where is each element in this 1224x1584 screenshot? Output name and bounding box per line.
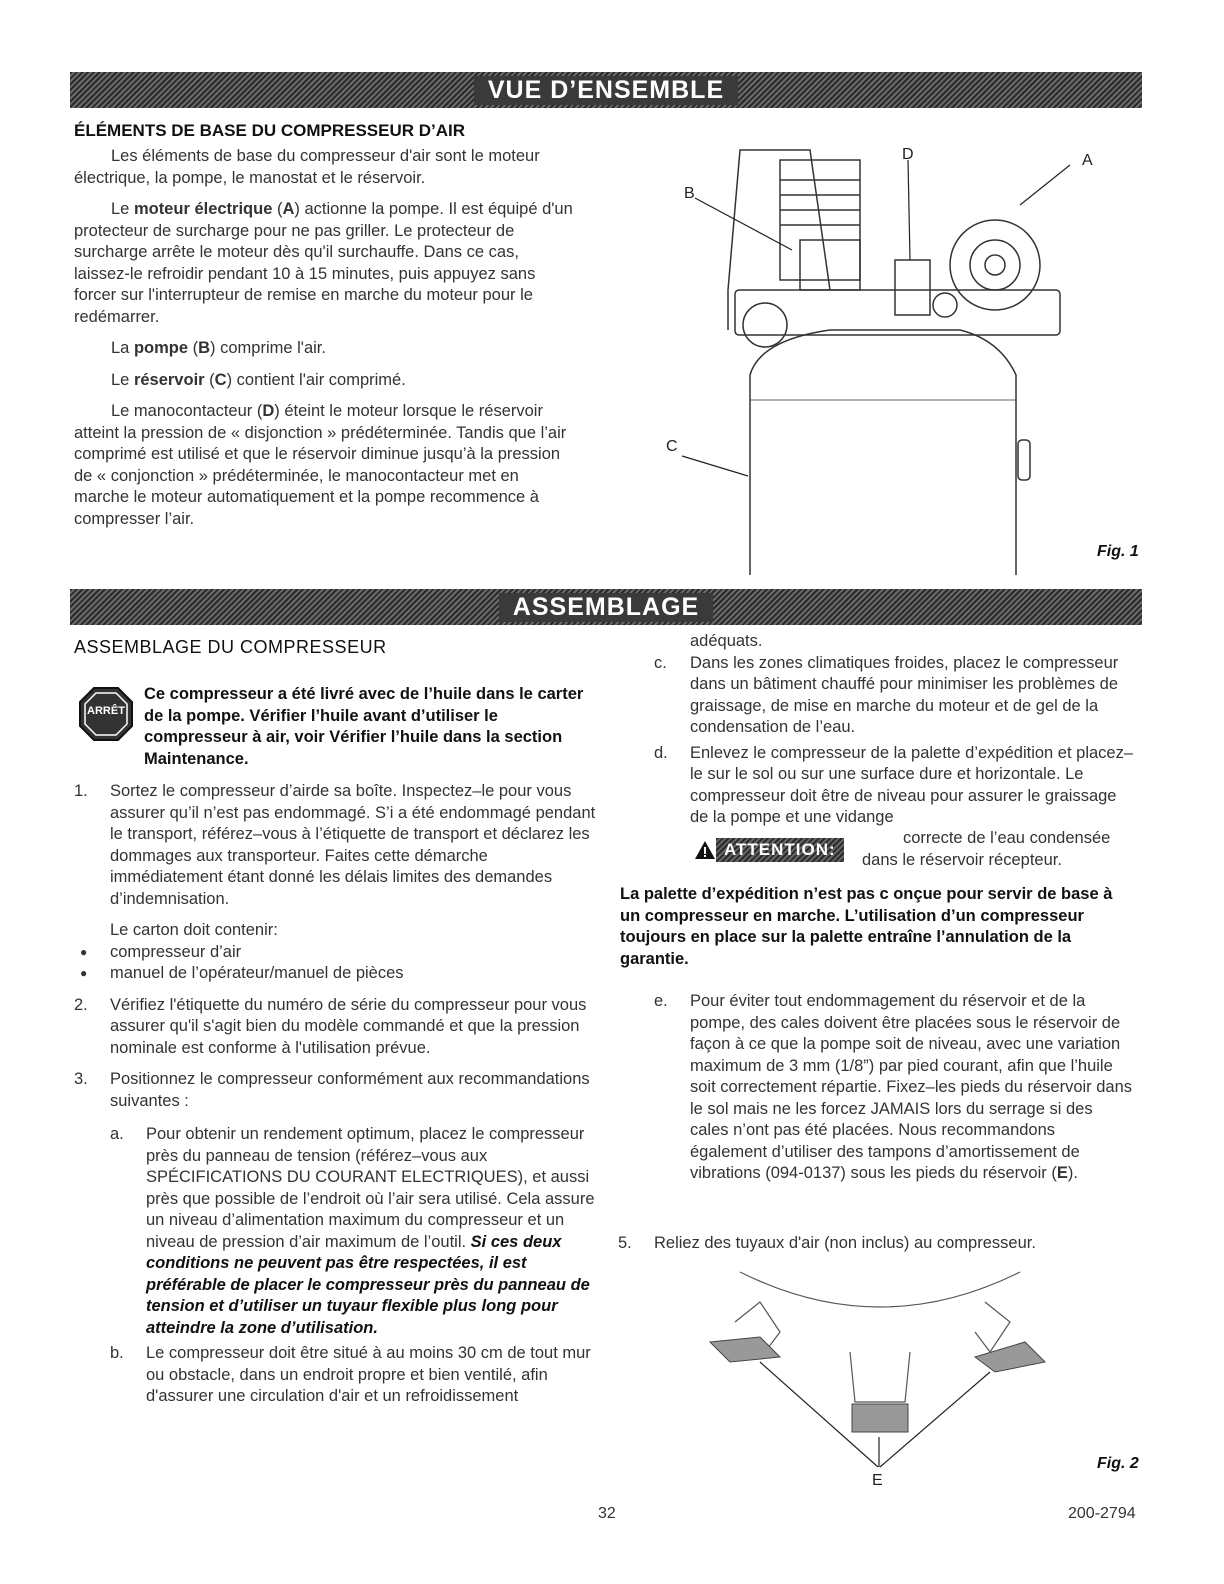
assembly-steps-right-2	[654, 991, 1134, 1189]
carton-item-compressor: ● compresseur d’air	[74, 942, 596, 964]
assembly-banner	[70, 589, 1142, 625]
assembly-title: ASSEMBLAGE DU COMPRESSEUR	[74, 637, 387, 657]
attention-badge	[694, 838, 844, 862]
overview-p3: La pompe (B) comprime l'air.	[111, 339, 326, 357]
pad-center	[852, 1404, 908, 1432]
pad-left	[710, 1337, 780, 1362]
assembly-steps-left	[74, 781, 596, 1412]
fig1-label: Fig. 1	[1097, 543, 1139, 560]
overview-text	[74, 146, 574, 540]
attention-label: ATTENTION:	[716, 838, 844, 862]
pressure-switch	[895, 260, 930, 315]
gauge	[933, 293, 957, 317]
compressor-illustration	[640, 140, 1120, 580]
step-1: 1. Sortez le compresseur d’airde sa boîte. Inspectez–le pour vous assurer qu’il n’est pas endommagé. S’i a été endommagé pendant le transport, référez–vous à l’étiquette de transport et déclarez les dommages aux transporteur. Faites cette démarche immédiatement étant donné les délais limites des demandes d’indemnisation.	[74, 782, 596, 908]
attention-text: La palette d’expédition n’est pas c onçue pour servir de base à un compresseur en marche. L’utilisation d’un compresseur toujours en place sur la palette entraîne l’annulation de la garantie.	[620, 885, 1113, 968]
step-3d-continued-2: dans le réservoir récepteur.	[862, 851, 1062, 869]
overview-p1: Les éléments de base du compresseur d'air sont le moteur électrique, la pompe, le manostat et le réservoir.	[74, 147, 540, 187]
motor	[950, 220, 1040, 310]
step-3e: e. Pour éviter tout endommagement du réservoir et de la pompe, des cales doivent être placées sous le réservoir de façon à ce que la pompe soit de niveau, avec une variation maximum de 3 mm (1/8”) par pied courant, afin que l’huile soit correctement répartie. Fixez–les pieds du réservoir dans le sol mais ne les forcez JAMAIS lors du serrage si des cales n’ont pas été placées. Nous recommandons également d’utiliser des tampons d’amortissement de vibrations (094-0137) sous les pieds du réservoir (E).	[654, 992, 1133, 1182]
step-3a: a. Pour obtenir un rendement optimum, placez le compresseur près du panneau de tension (référez–vous aux SPÉCIFICATIONS DU COURANT ELECTRIQUES), et aussi près que possible de l’endroit où l’air sera utilisé. Cela assure un niveau d’alimentation maximum du compresseur et un niveau de pression d’air maximum de l’outil. Si ces deux conditions ne peuvent pas être respectées, il est préférable de placer le compresseur près du panneau de tension et d’utiliser un tuyaur flexible plus long pour atteindre la zone d’utilisation.	[110, 1125, 595, 1337]
page-number: 32	[598, 1505, 616, 1522]
overview-p5: Le manocontacteur (D) éteint le moteur lorsque le réservoir atteint la pression de « disjonction » prédéterminée. Tandis que l’air comprimé est utilisé et que le réservoir diminue jusqu’à la pression de « conjonction » prédéterminée, le manocontacteur met en marche le moteur automatiquement et la pompe recommence à compresser l’air.	[74, 402, 567, 528]
step-5: 5. Reliez des tuyaux d'air (non inclus) au compresseur.	[618, 1234, 1036, 1252]
step-3d: d. Enlevez le compresseur de la palette d’expédition et placez–le sur le sol ou sur une surface dure et horizontale. Le compresseur doit être de niveau pour assurer le graissage de la pompe et une vidange	[654, 743, 1134, 826]
carton-item-manual: ● manuel de l’opérateur/manuel de pièces	[74, 963, 596, 985]
fig2-label: Fig. 2	[1097, 1455, 1139, 1472]
stop-warning-text: Ce compresseur a été livré avec de l’huile dans le carter de la pompe. Vérifier l’huile avant d’utiliser le compresseur à air, voir Vérifier l’huile dans la section Maintenance.	[144, 685, 584, 768]
carton-contents-label: Le carton doit contenir:	[110, 921, 278, 939]
callout-d: D	[902, 146, 914, 163]
tank-feet-illustration	[690, 1262, 1070, 1492]
overview-p2: Le moteur électrique (A) actionne la pompe. Il est équipé d'un protecteur de surcharge pour ne pas griller. Le protecteur de surcharge arrête le moteur dès qu'il surchauffe. Dans ce cas, laissez-le refroidir pendant 10 à 15 minutes, puis appuyez sans forcer sur l'interrupteur de remise en marche du moteur pour le redémarrer.	[74, 200, 573, 326]
tank-bottom	[740, 1272, 1020, 1307]
warning-triangle-icon	[694, 840, 716, 860]
step-2: 2. Vérifiez l'étiquette du numéro de série du compresseur pour vous assurer qu'il s'agit bien du modèle commandé et que la pression nominale est conforme à l'utilisation prévue.	[74, 995, 587, 1057]
step-3b: b. Le compresseur doit être situé à au moins 30 cm de tout mur ou obstacle, dans un endroit propre et bien ventilé, afin d'assurer une circulation d'air et un refroidissement	[110, 1344, 591, 1405]
overview-banner	[70, 72, 1142, 108]
step-3d-continued-1: correcte de l’eau condensée	[903, 829, 1111, 847]
callout-c: C	[666, 438, 678, 455]
step-3c: c. Dans les zones climatiques froides, placez le compresseur dans un bâtiment chauffé pour minimiser les problèmes de graissage, de mise en marche du moteur et de gel de la condensation de l’eau.	[654, 653, 1119, 736]
callout-e: E	[872, 1472, 883, 1489]
overview-banner-title: VUE D’ENSEMBLE	[474, 76, 738, 105]
regulator-knob	[743, 303, 787, 347]
assembly-steps-right	[654, 631, 1134, 829]
step-3: 3. Positionnez le compresseur conformément aux recommandations suivantes :	[74, 1070, 590, 1110]
stop-sign-label: ARRÊT	[87, 705, 125, 717]
callout-b: B	[684, 185, 695, 202]
document-number: 200-2794	[1068, 1505, 1136, 1522]
overview-p4: Le réservoir (C) contient l'air comprimé.	[111, 370, 406, 389]
tank-outline	[750, 330, 1016, 575]
overview-title: ÉLÉMENTS DE BASE DU COMPRESSEUR D’AIR	[74, 121, 466, 140]
callout-a: A	[1082, 152, 1093, 169]
step-3b-continued: adéquats.	[690, 632, 763, 650]
assembly-banner-title: ASSEMBLAGE	[499, 593, 713, 622]
